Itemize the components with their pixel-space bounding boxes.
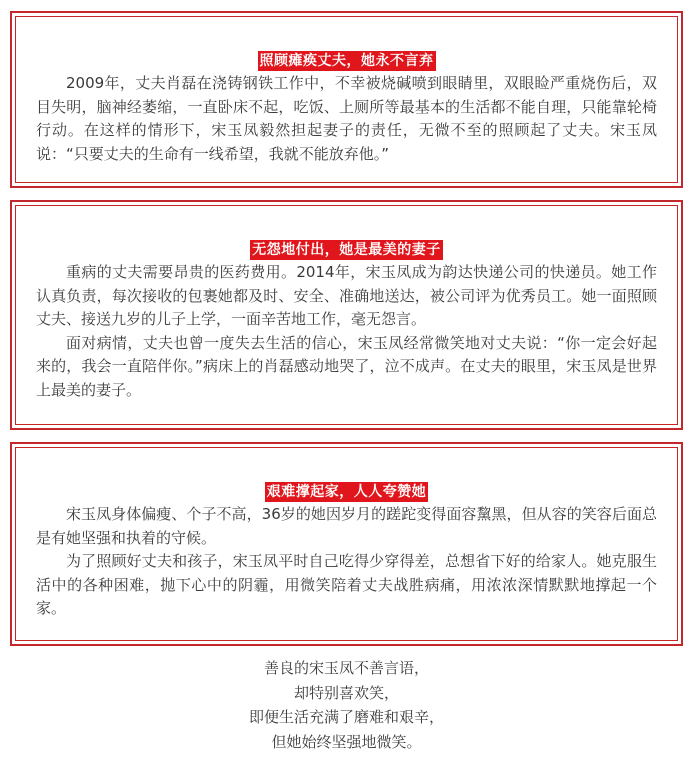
section-paragraph: 重病的丈夫需要昂贵的医药费用。2014年，宋玉凤成为韵达快递公司的快递员。她工作认真负责，每次接收的包裹她都及时、安全、准确地送达，被公司评为优秀员工。她一面照顾丈夫、接送九岁的儿子上学，一面辛苦地工作，毫无怨言。 — [36, 263, 657, 328]
section-heading-wrap — [36, 481, 657, 501]
section-box-2 — [10, 200, 683, 430]
section-heading-wrap — [36, 239, 657, 259]
section-paragraph: 2009年，丈夫肖磊在浇铸钢铁工作中，不幸被烧碱喷到眼睛里，双眼睑严重烧伤后，双目失明，脑神经萎缩，一直卧床不起，吃饭、上厕所等最基本的生活都不能自理，只能靠轮椅行动。在这样的情形下，宋玉凤毅然担起妻子的责任，无微不至的照顾起了丈夫。宋玉凤说：“只要丈夫的生命有一线希望，我就不能放弃他。” — [36, 74, 657, 163]
section-inner-1 — [15, 16, 678, 183]
section-heading: 照顾瘫痪丈夫，她永不言弃 — [259, 53, 434, 69]
closing-line: 即便生活充满了磨难和艰辛， — [248, 708, 444, 726]
section-paragraph: 为了照顾好丈夫和孩子，宋玉凤平时自己吃得少穿得差，总想省下好的给家人。她克服生活中的各种困难，抛下心中的阴霾，用微笑陪着丈夫战胜病痛，用浓浓深情默默地撑起一个家。 — [36, 552, 657, 617]
section-box-3 — [10, 442, 683, 646]
section-paragraph: 面对病情，丈夫也曾一度失去生活的信心，宋玉凤经常微笑地对丈夫说：“你一定会好起来的，我会一直陪伴你。”病床上的肖磊感动地哭了，泣不成声。在丈夫的眼里，宋玉凤是世界上最美的妻子。 — [36, 333, 657, 399]
closing-verse — [0, 656, 693, 754]
section-inner-3 — [15, 447, 678, 641]
section-paragraph: 宋玉凤身体偏瘦、个子不高，36岁的她因岁月的蹉跎变得面容黧黑，但从容的笑容后面总是有她坚强和执着的守候。 — [36, 505, 657, 547]
closing-line: 善良的宋玉凤不善言语， — [263, 659, 429, 677]
section-heading: 艰难撑起家，人人夸赞她 — [266, 484, 427, 500]
section-heading: 无怨地付出，她是最美的妻子 — [252, 242, 441, 258]
closing-line: 但她始终坚强地微笑。 — [271, 732, 422, 751]
section-inner-2 — [15, 205, 678, 425]
closing-line: 却特别喜欢笑， — [293, 683, 399, 702]
section-heading-wrap — [36, 50, 657, 70]
section-box-1 — [10, 11, 683, 188]
